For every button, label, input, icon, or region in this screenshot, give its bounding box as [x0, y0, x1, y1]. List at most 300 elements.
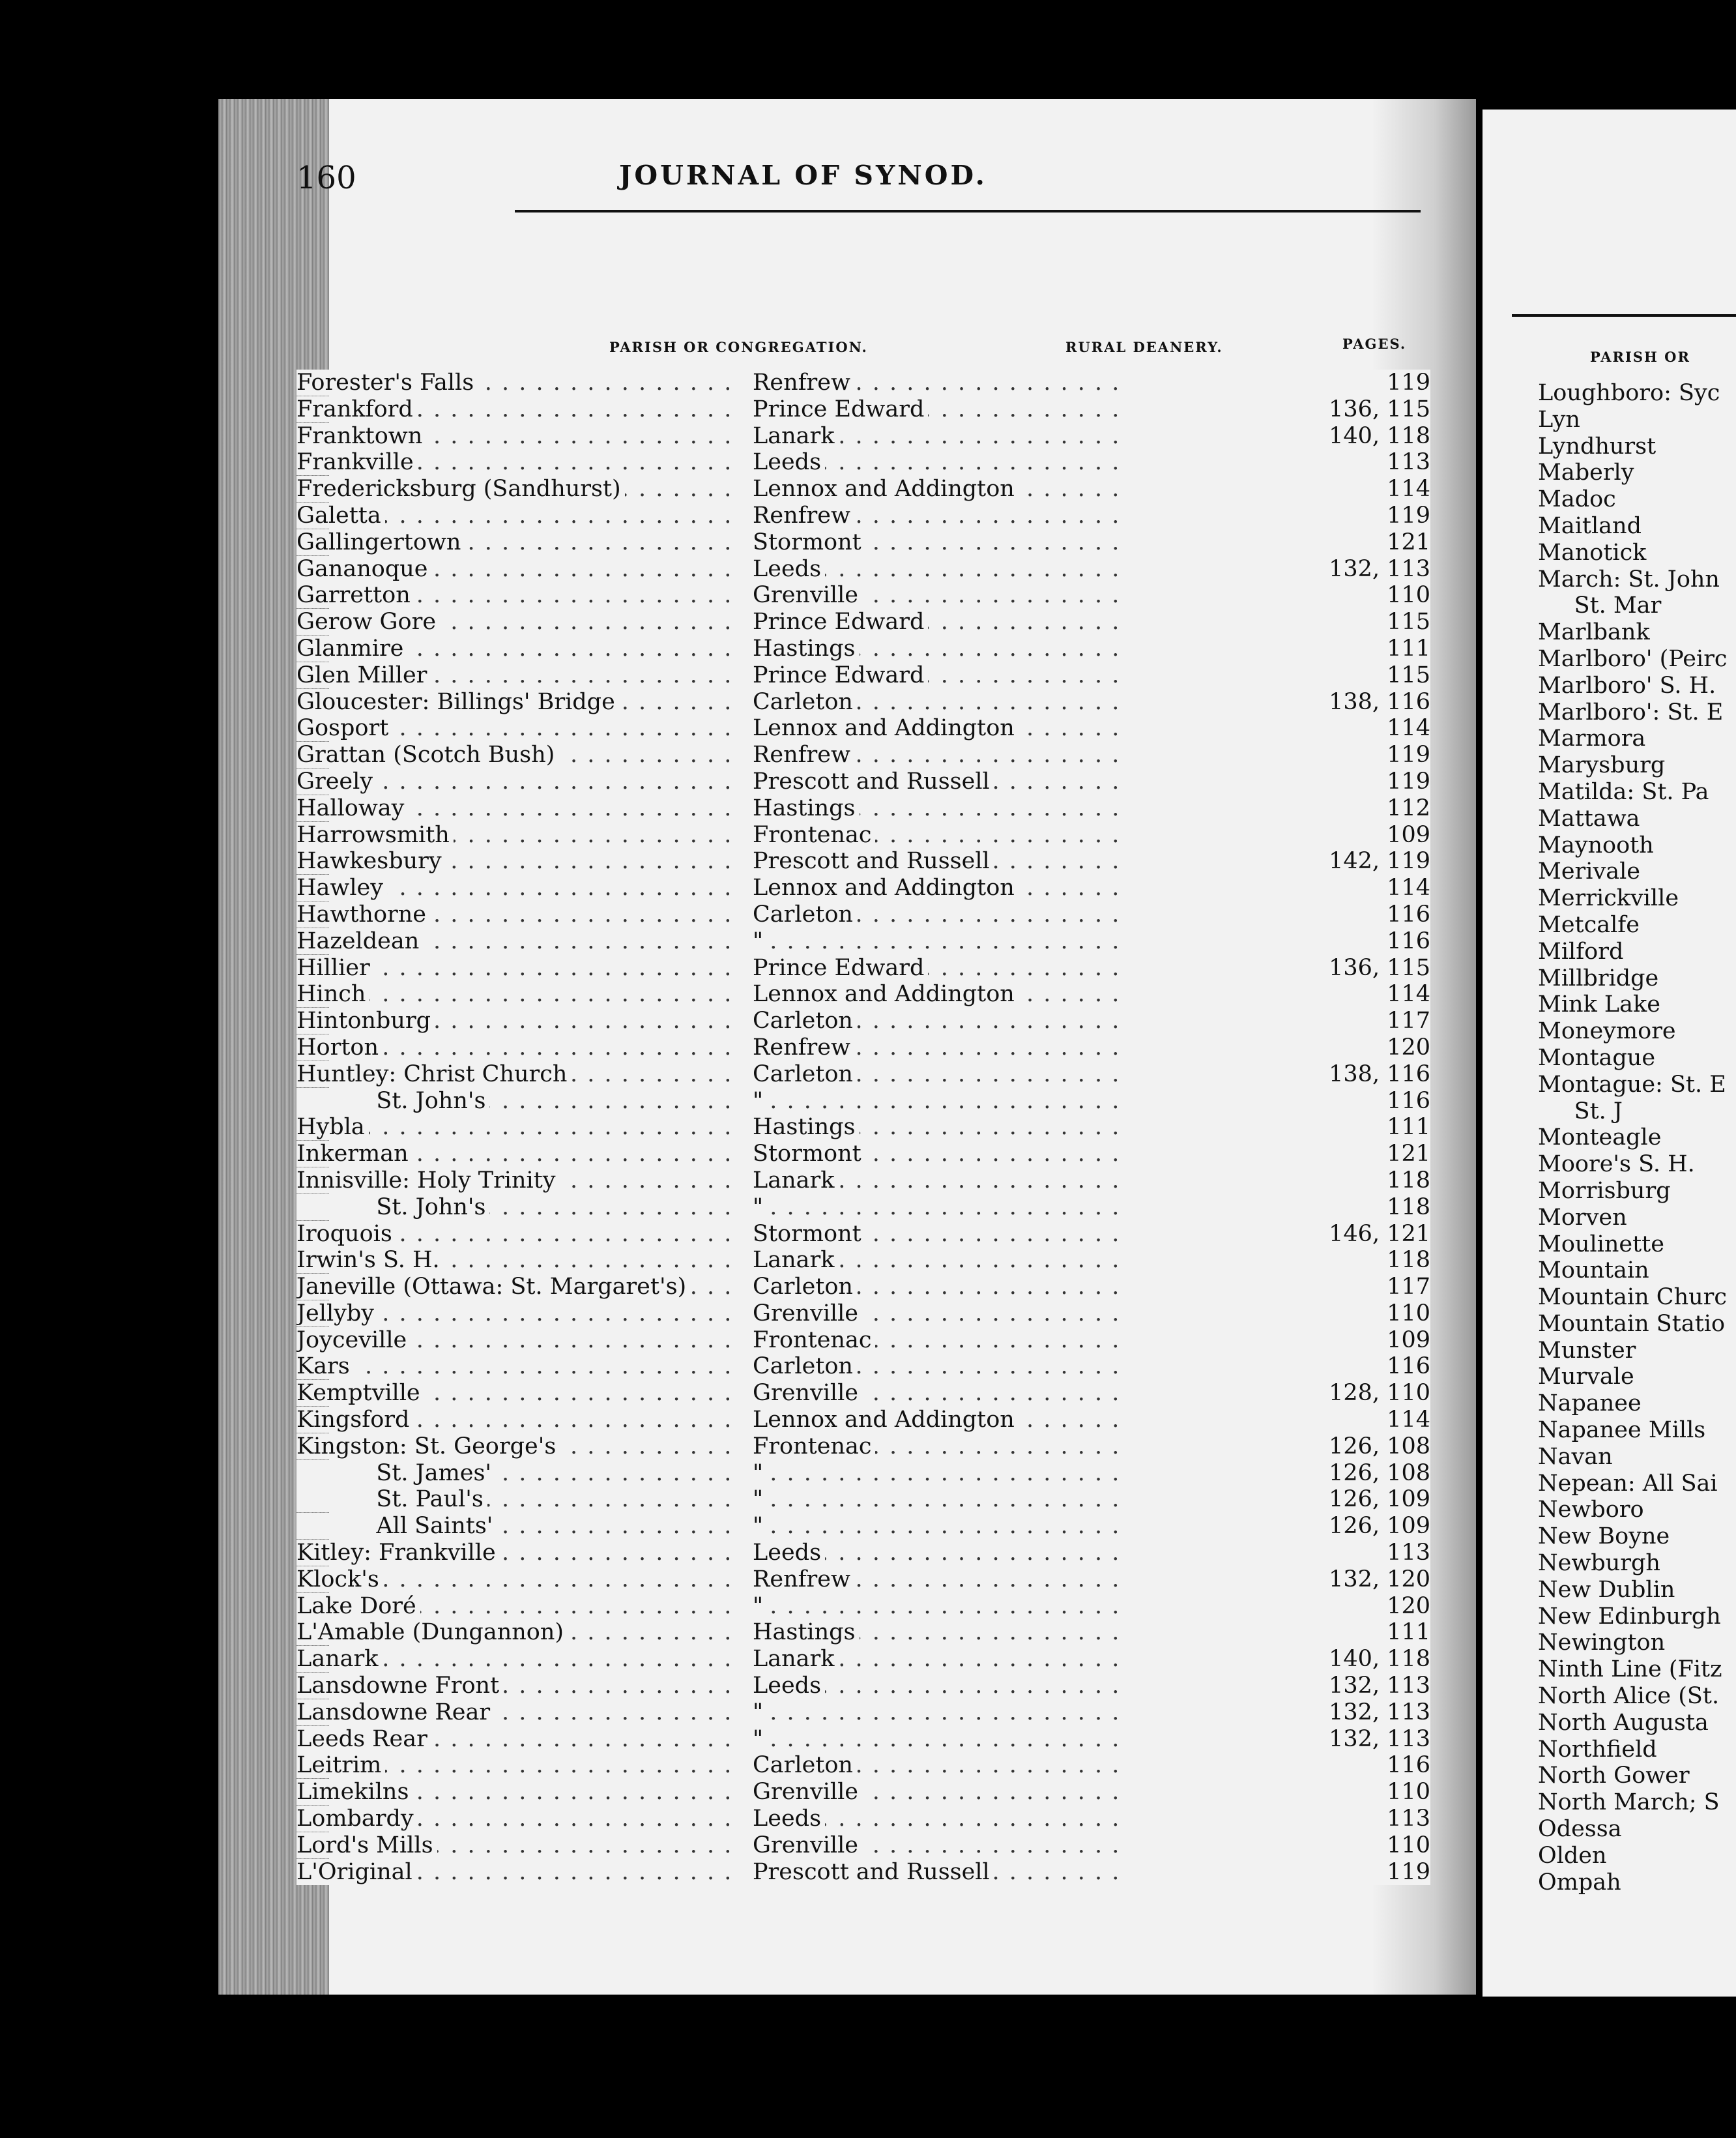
deanery-cell: [753, 1380, 1124, 1407]
deanery-name: Renfrew: [753, 742, 854, 768]
list-item: North Augusta: [1538, 1709, 1709, 1736]
list-item: Marysburg: [1538, 752, 1666, 779]
deanery-name: Prince Edward: [753, 609, 928, 635]
pages-cell: 119: [1320, 769, 1430, 795]
parish-cell: [297, 529, 743, 556]
list-item: Olden: [1538, 1842, 1607, 1869]
deanery-name: Lanark: [753, 423, 838, 449]
deanery-name: Leeds: [753, 1540, 825, 1566]
table-row: [297, 901, 1430, 928]
parish-name: Grattan (Scotch Bush): [297, 742, 558, 768]
header-rule: [515, 210, 1421, 212]
pages-cell: 114: [1320, 715, 1430, 742]
parish-name: Klock's: [297, 1566, 383, 1592]
list-item: Northfield: [1538, 1736, 1657, 1763]
table-row: [297, 955, 1430, 982]
parish-name: St. Paul's: [297, 1486, 487, 1512]
table-row: [297, 1859, 1430, 1886]
deanery-name: Prince Edward: [753, 396, 928, 422]
pages-cell: 116: [1320, 1353, 1430, 1380]
deanery-cell: [753, 1646, 1124, 1673]
table-row: [297, 1513, 1430, 1540]
deanery-cell: [753, 1433, 1124, 1460]
parish-name: Lanark: [297, 1646, 382, 1672]
deanery-name: Lanark: [753, 1646, 838, 1672]
pages-cell: 114: [1320, 875, 1430, 901]
list-item: Ninth Line (Fitz: [1538, 1656, 1722, 1683]
parish-name: Lansdowne Front: [297, 1673, 503, 1699]
parish-cell: [297, 1673, 743, 1699]
parish-cell: [297, 981, 743, 1008]
list-item: New Boyne: [1538, 1523, 1670, 1550]
parish-name: Hazeldean: [297, 928, 423, 954]
parish-cell: [297, 1859, 743, 1886]
parish-cell: [297, 1513, 743, 1540]
pages-cell: 118: [1320, 1194, 1430, 1221]
table-row: [297, 1460, 1430, 1487]
list-item: Murvale: [1538, 1364, 1634, 1390]
table-row: [297, 1407, 1430, 1433]
deanery-cell: [753, 1114, 1124, 1141]
parish-cell: [297, 556, 743, 583]
parish-name: Leeds Rear: [297, 1726, 431, 1752]
deanery-name: Hastings: [753, 795, 860, 821]
deanery-cell: [753, 396, 1124, 423]
list-item: Manotick: [1538, 539, 1647, 566]
parish-name: Janeville (Ottawa: St. Margaret's): [297, 1274, 690, 1300]
deanery-name: Renfrew: [753, 1566, 854, 1592]
pages-cell: 110: [1320, 582, 1430, 609]
pages-cell: 117: [1320, 1008, 1430, 1034]
pages-cell: 140, 118: [1320, 423, 1430, 450]
table-row: [297, 370, 1430, 396]
deanery-name: Prince Edward: [753, 662, 928, 688]
parish-name: Halloway: [297, 795, 408, 821]
pages-cell: 132, 113: [1320, 1726, 1430, 1753]
deanery-cell: [753, 822, 1124, 849]
parish-name: Galetta: [297, 503, 385, 529]
parish-cell: [297, 1300, 743, 1327]
pages-cell: 121: [1320, 529, 1430, 556]
deanery-cell: [753, 1088, 1124, 1115]
deanery-name: Prince Edward: [753, 955, 928, 981]
deanery-cell: [753, 1752, 1124, 1779]
deanery-name: Stormont: [753, 1221, 865, 1247]
list-item: Loughboro: Syc: [1538, 380, 1720, 406]
pages-cell: 126, 109: [1320, 1486, 1430, 1513]
deanery-name: Lennox and Addington: [753, 476, 1019, 502]
list-item: Mountain Churc: [1538, 1284, 1727, 1311]
pages-cell: 126, 108: [1320, 1433, 1430, 1460]
parish-name: Gloucester: Billings' Bridge: [297, 689, 619, 715]
table-row: [297, 1167, 1430, 1194]
table-row: [297, 1619, 1430, 1646]
pages-cell: 120: [1320, 1034, 1430, 1061]
pages-cell: 116: [1320, 1088, 1430, 1115]
list-item: Newburgh: [1538, 1550, 1660, 1577]
list-item: Navan: [1538, 1443, 1613, 1470]
table-row: [297, 449, 1430, 476]
parish-name: Lake Doré: [297, 1593, 420, 1619]
deanery-name: Carleton: [753, 689, 857, 715]
parish-cell: [297, 370, 743, 396]
list-item: March: St. John: [1538, 566, 1720, 593]
column-header-deanery: RURAL DEANERY.: [1065, 339, 1223, 355]
deanery-cell: [753, 370, 1124, 396]
pages-cell: 121: [1320, 1141, 1430, 1167]
pages-cell: 132, 113: [1320, 1673, 1430, 1699]
parish-cell: [297, 1540, 743, 1566]
list-item: Mattawa: [1538, 805, 1640, 832]
parish-cell: [297, 1088, 743, 1115]
list-item: Maynooth: [1538, 832, 1654, 858]
parish-name: Fredericksburg (Sandhurst): [297, 476, 625, 502]
parish-cell: [297, 955, 743, 982]
pages-cell: 113: [1320, 449, 1430, 476]
deanery-cell: [753, 609, 1124, 636]
list-item: Merivale: [1538, 858, 1641, 885]
list-item: Mountain: [1538, 1257, 1649, 1284]
table-row: [297, 1832, 1430, 1859]
deanery-name: Carleton: [753, 901, 857, 928]
deanery-cell: [753, 1699, 1124, 1726]
pages-cell: 132, 113: [1320, 1699, 1430, 1726]
table-row: [297, 396, 1430, 423]
table-row: [297, 1486, 1430, 1513]
table-row: [297, 1566, 1430, 1593]
list-item: New Edinburgh: [1538, 1603, 1721, 1630]
table-row: [297, 1806, 1430, 1832]
parish-name: Hawley: [297, 875, 387, 901]
table-row: [297, 1247, 1430, 1274]
deanery-name: Carleton: [753, 1752, 857, 1778]
list-item: Morven: [1538, 1204, 1627, 1231]
deanery-name: ": [753, 1513, 767, 1539]
parish-cell: [297, 1034, 743, 1061]
parish-name: L'Original: [297, 1859, 416, 1885]
table-row: [297, 1646, 1430, 1673]
pages-cell: 136, 115: [1320, 955, 1430, 982]
list-item: Metcalfe: [1538, 911, 1640, 938]
parish-name: Hinch: [297, 981, 369, 1007]
parish-cell: [297, 1779, 743, 1806]
deanery-name: Renfrew: [753, 503, 854, 529]
parish-cell: [297, 449, 743, 476]
list-item: Moore's S. H.: [1538, 1151, 1695, 1178]
deanery-cell: [753, 769, 1124, 795]
parish-name: Hawthorne: [297, 901, 430, 928]
deanery-cell: [753, 1806, 1124, 1832]
deanery-name: Lennox and Addington: [753, 715, 1019, 741]
parish-cell: [297, 1806, 743, 1832]
parish-cell: [297, 742, 743, 769]
deanery-name: Grenville: [753, 1832, 862, 1858]
table-row: [297, 423, 1430, 450]
column-header-parish: PARISH OR CONGREGATION.: [609, 339, 868, 355]
table-row: [297, 795, 1430, 822]
pages-cell: 114: [1320, 981, 1430, 1008]
pages-cell: 114: [1320, 476, 1430, 503]
pages-cell: 126, 109: [1320, 1513, 1430, 1540]
parish-cell: [297, 1380, 743, 1407]
deanery-cell: [753, 529, 1124, 556]
parish-name: St. John's: [297, 1088, 489, 1114]
list-item: Napanee Mills: [1538, 1417, 1706, 1444]
deanery-name: Carleton: [753, 1061, 857, 1087]
parish-cell: [297, 1460, 743, 1487]
pages-cell: 116: [1320, 1752, 1430, 1779]
table-row: [297, 769, 1430, 795]
table-row: [297, 662, 1430, 689]
deanery-cell: [753, 1566, 1124, 1593]
parish-cell: [297, 1274, 743, 1300]
parish-name: Irwin's S. H.: [297, 1247, 444, 1273]
parish-name: Hintonburg: [297, 1008, 435, 1034]
pages-cell: 132, 113: [1320, 556, 1430, 583]
deanery-name: Leeds: [753, 1806, 825, 1832]
pages-cell: 140, 118: [1320, 1646, 1430, 1673]
column-header-pages: PAGES.: [1342, 336, 1407, 352]
parish-name: Glen Miller: [297, 662, 431, 688]
list-item: Monteagle: [1538, 1124, 1662, 1151]
deanery-name: Hastings: [753, 1114, 860, 1140]
table-row: [297, 1673, 1430, 1699]
deanery-name: Lanark: [753, 1247, 838, 1273]
deanery-cell: [753, 423, 1124, 450]
pages-cell: 109: [1320, 822, 1430, 849]
deanery-cell: [753, 955, 1124, 982]
parish-cell: [297, 715, 743, 742]
deanery-cell: [753, 1061, 1124, 1088]
list-item: Marlboro' (Peirc: [1538, 645, 1728, 672]
deanery-name: ": [753, 1699, 767, 1725]
deanery-name: ": [753, 1726, 767, 1752]
deanery-cell: [753, 1300, 1124, 1327]
deanery-name: Carleton: [753, 1353, 857, 1379]
parish-name: Gallingertown: [297, 529, 465, 555]
pages-cell: 110: [1320, 1832, 1430, 1859]
deanery-name: Lanark: [753, 1167, 838, 1193]
pages-cell: 138, 116: [1320, 1061, 1430, 1088]
right-column-header: PARISH OR: [1590, 349, 1690, 365]
table-row: [297, 636, 1430, 662]
parish-cell: [297, 1699, 743, 1726]
pages-cell: 119: [1320, 370, 1430, 396]
parish-name: St. John's: [297, 1194, 489, 1220]
parish-cell: [297, 1114, 743, 1141]
parish-name: Greely: [297, 769, 377, 795]
list-item: St. Mar: [1538, 593, 1662, 619]
parish-cell: [297, 769, 743, 795]
list-item: Marlboro': St. E: [1538, 699, 1724, 725]
parish-cell: [297, 822, 743, 849]
parish-cell: [297, 795, 743, 822]
pages-cell: 111: [1320, 1619, 1430, 1646]
parish-name: Lombardy: [297, 1806, 418, 1832]
deanery-name: Frontenac: [753, 1327, 875, 1353]
list-item: Morrisburg: [1538, 1177, 1671, 1204]
parish-cell: [297, 503, 743, 529]
deanery-cell: [753, 689, 1124, 716]
table-row: [297, 556, 1430, 583]
list-item: Montague: St. E: [1538, 1071, 1726, 1098]
parish-name: Hawkesbury: [297, 848, 446, 874]
list-item: Newington: [1538, 1630, 1666, 1656]
table-row: [297, 1327, 1430, 1354]
deanery-cell: [753, 1726, 1124, 1753]
parish-name: Gananoque: [297, 556, 432, 582]
page-title: JOURNAL OF SYNOD.: [619, 160, 987, 191]
parish-cell: [297, 1433, 743, 1460]
page-number: 160: [297, 160, 356, 196]
deanery-name: Renfrew: [753, 370, 854, 396]
parish-cell: [297, 1646, 743, 1673]
deanery-cell: [753, 1247, 1124, 1274]
pages-cell: 120: [1320, 1593, 1430, 1620]
deanery-cell: [753, 1221, 1124, 1248]
deanery-cell: [753, 848, 1124, 875]
pages-cell: 142, 119: [1320, 848, 1430, 875]
pages-cell: 136, 115: [1320, 396, 1430, 423]
pages-cell: 126, 108: [1320, 1460, 1430, 1487]
table-row: [297, 529, 1430, 556]
table-row: [297, 582, 1430, 609]
pages-cell: 146, 121: [1320, 1221, 1430, 1248]
parish-name: Kingston: St. George's: [297, 1433, 560, 1459]
table-row: [297, 1433, 1430, 1460]
pages-cell: 115: [1320, 662, 1430, 689]
parish-cell: [297, 396, 743, 423]
deanery-cell: [753, 662, 1124, 689]
list-item: Napanee: [1538, 1390, 1642, 1417]
table-row: [297, 1699, 1430, 1726]
parish-name: Kars: [297, 1353, 354, 1379]
pages-cell: 115: [1320, 609, 1430, 636]
deanery-name: Prescott and Russell: [753, 848, 994, 874]
table-row: [297, 742, 1430, 769]
table-row: [297, 1088, 1430, 1115]
deanery-cell: [753, 449, 1124, 476]
parish-cell: [297, 476, 743, 503]
deanery-name: Hastings: [753, 1619, 860, 1645]
list-item: Mountain Statio: [1538, 1310, 1726, 1337]
right-index-list: [1538, 380, 1736, 1896]
deanery-name: Leeds: [753, 1673, 825, 1699]
pages-cell: 119: [1320, 1859, 1430, 1886]
index-table: [297, 370, 1430, 1885]
list-item: North March; S: [1538, 1789, 1720, 1816]
pages-cell: 112: [1320, 795, 1430, 822]
parish-cell: [297, 689, 743, 716]
deanery-name: Carleton: [753, 1274, 857, 1300]
parish-name: Garretton: [297, 582, 414, 608]
deanery-cell: [753, 795, 1124, 822]
table-row: [297, 822, 1430, 849]
parish-name: Glanmire: [297, 636, 407, 662]
list-item: Milford: [1538, 938, 1624, 965]
pages-cell: 111: [1320, 636, 1430, 662]
parish-cell: [297, 1141, 743, 1167]
parish-name: Horton: [297, 1034, 383, 1061]
deanery-cell: [753, 1141, 1124, 1167]
table-row: [297, 1221, 1430, 1248]
table-row: [297, 1752, 1430, 1779]
parish-name: Limekilns: [297, 1779, 412, 1805]
deanery-name: ": [753, 1194, 767, 1220]
parish-cell: [297, 662, 743, 689]
parish-cell: [297, 1008, 743, 1034]
list-item: Madoc: [1538, 486, 1616, 513]
parish-name: Gerow Gore: [297, 609, 440, 635]
deanery-cell: [753, 981, 1124, 1008]
deanery-cell: [753, 636, 1124, 662]
list-item: Matilda: St. Pa: [1538, 778, 1709, 805]
deanery-cell: [753, 1832, 1124, 1859]
deanery-name: Prescott and Russell: [753, 1859, 994, 1885]
deanery-cell: [753, 1779, 1124, 1806]
table-row: [297, 928, 1430, 955]
parish-name: Frankford: [297, 396, 417, 422]
table-row: [297, 1353, 1430, 1380]
pages-cell: 109: [1320, 1327, 1430, 1354]
parish-cell: [297, 1726, 743, 1753]
list-item: Marlbank: [1538, 619, 1650, 646]
parish-cell: [297, 609, 743, 636]
deanery-name: ": [753, 1593, 767, 1619]
table-row: [297, 1540, 1430, 1566]
parish-name: Lansdowne Rear: [297, 1699, 494, 1725]
table-row: [297, 1779, 1430, 1806]
deanery-cell: [753, 901, 1124, 928]
list-item: Munster: [1538, 1337, 1636, 1364]
deanery-cell: [753, 503, 1124, 529]
table-row: [297, 1300, 1430, 1327]
parish-cell: [297, 848, 743, 875]
deanery-name: Stormont: [753, 529, 865, 555]
deanery-name: Stormont: [753, 1141, 865, 1167]
table-row: [297, 1034, 1430, 1061]
pages-cell: 132, 120: [1320, 1566, 1430, 1593]
deanery-cell: [753, 1619, 1124, 1646]
deanery-name: ": [753, 1088, 767, 1114]
parish-name: Kitley: Frankville: [297, 1540, 500, 1566]
pages-cell: 119: [1320, 503, 1430, 529]
table-row: [297, 1726, 1430, 1753]
deanery-name: ": [753, 928, 767, 954]
deanery-cell: [753, 1407, 1124, 1433]
deanery-name: Prescott and Russell: [753, 769, 994, 795]
parish-cell: [297, 1353, 743, 1380]
table-row: [297, 689, 1430, 716]
pages-cell: 117: [1320, 1274, 1430, 1300]
list-item: Moneymore: [1538, 1018, 1676, 1045]
pages-cell: 118: [1320, 1167, 1430, 1194]
parish-cell: [297, 901, 743, 928]
deanery-cell: [753, 1460, 1124, 1487]
table-row: [297, 476, 1430, 503]
deanery-cell: [753, 1353, 1124, 1380]
deanery-name: Hastings: [753, 636, 860, 662]
parish-cell: [297, 1327, 743, 1354]
list-item: Nepean: All Sai: [1538, 1470, 1718, 1497]
deanery-cell: [753, 556, 1124, 583]
list-item: Maitland: [1538, 512, 1642, 539]
table-row: [297, 981, 1430, 1008]
deanery-name: Lennox and Addington: [753, 981, 1019, 1007]
parish-cell: [297, 1167, 743, 1194]
parish-name: Joyceville: [297, 1327, 411, 1353]
parish-cell: [297, 875, 743, 901]
